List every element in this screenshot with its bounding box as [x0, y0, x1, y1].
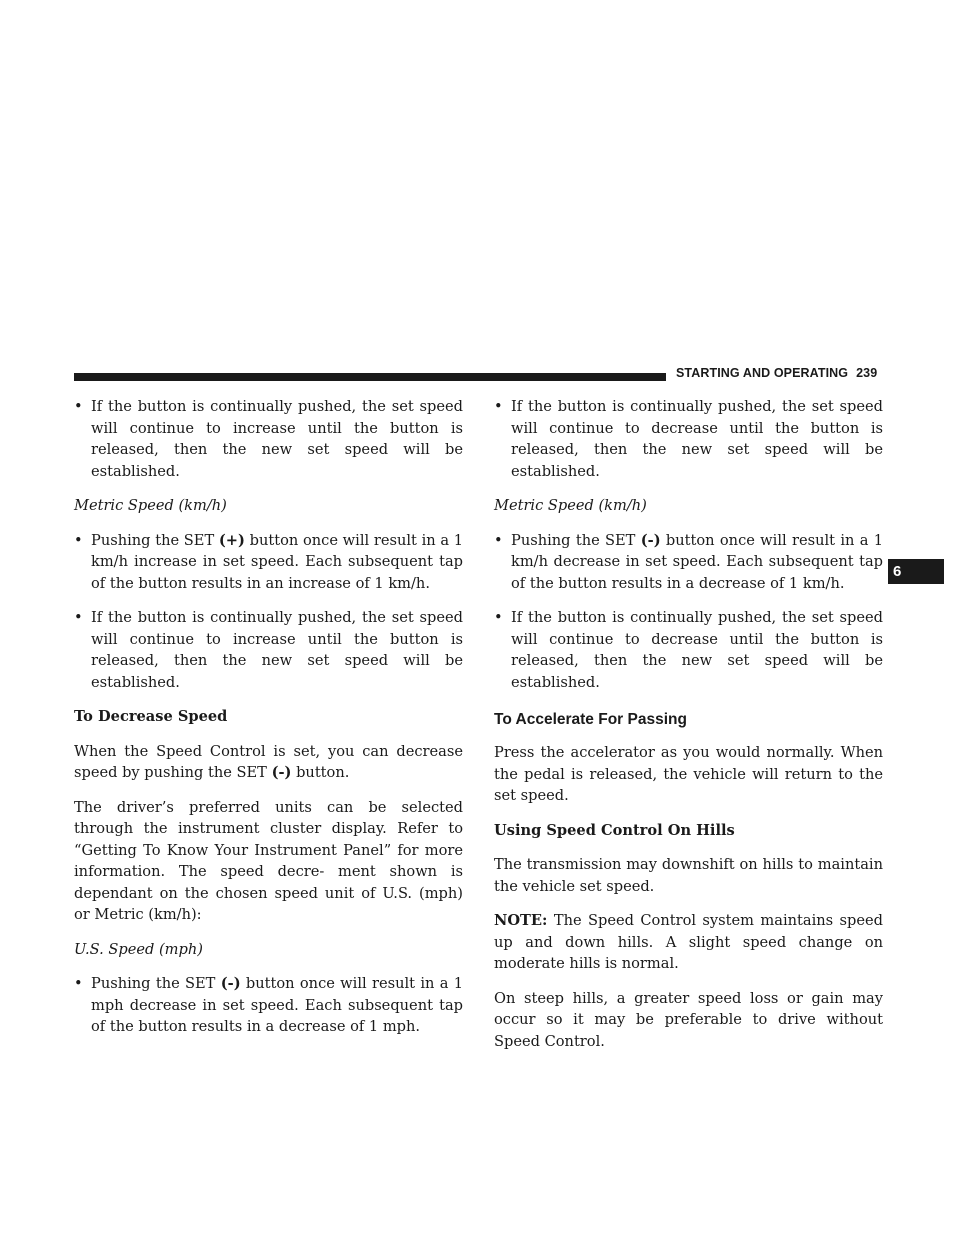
bullet-item: • If the button is continually pushed, the set speed will continue to decrease until the button is released, then the new set speed will be established. [494, 607, 883, 693]
subheading-metric: Metric Speed (km/h) [494, 497, 647, 514]
paragraph-text: When the Speed Control is set, you can decrease speed by pushing the SET [74, 742, 463, 781]
right-column [494, 396, 883, 1065]
bullet-text: button once will result in a 1 km/h decrease in set speed. Each subsequent tap of the button results in a decrease of 1 km/h. [511, 531, 884, 592]
set-minus-symbol: (-) [271, 764, 292, 781]
section-title: STARTING AND OPERATING [676, 366, 849, 380]
paragraph: The driver’s preferred units can be selected through the instrument cluster display. Refer to “Getting To Know Your Instrument Panel” for more information. The speed decre- ment shown is dependant on the chosen speed unit of U.S. (mph) or Metric (km/h): [74, 798, 463, 923]
bullet-item [74, 530, 463, 595]
bullet-text: button once will result in a 1 km/h increase in set speed. Each subsequent tap of the button results in an increase of 1 km/h. [91, 531, 464, 592]
subheading-metric: Metric Speed (km/h) [74, 497, 227, 514]
note-text: The Speed Control system maintains speed up and down hills. A slight speed change on moderate hills is normal. [494, 912, 883, 972]
set-minus-symbol: (-) [640, 531, 661, 549]
paragraph-text: button. [291, 764, 350, 781]
heading-accelerate-passing: To Accelerate For Passing [494, 711, 687, 728]
bullet-text: Pushing the SET [511, 531, 641, 549]
bullet-item: • If the button is continually pushed, the set speed will continue to increase until the button is released, then the new set speed will be established. [74, 396, 463, 482]
bullet-text: Pushing the SET [91, 531, 219, 549]
bullet-item [494, 530, 883, 595]
subheading-us-speed: U.S. Speed (mph) [74, 940, 203, 958]
bullet-item: • If the button is continually pushed, the set speed will continue to decrease until the button is released, then the new set speed will be established. [494, 396, 883, 482]
header-rule [74, 373, 666, 381]
paragraph: The transmission may downshift on hills to maintain the vehicle set speed. [494, 856, 883, 895]
set-plus-symbol: (+) [218, 531, 245, 549]
left-column [74, 396, 463, 1051]
heading-decrease-speed: To Decrease Speed [74, 708, 228, 725]
page-number: 239 [856, 366, 878, 380]
bullet-item [74, 973, 463, 1038]
note-paragraph [494, 910, 883, 975]
bullet-item: • If the button is continually pushed, the set speed will continue to increase until the button is released, then the new set speed will be established. [74, 607, 463, 693]
paragraph: On steep hills, a greater speed loss or gain may occur so it may be preferable to drive without Speed Control. [494, 989, 883, 1050]
note-label: NOTE: [494, 912, 548, 929]
paragraph: Press the accelerator as you would normally. When the pedal is released, the vehicle will return to the set speed. [494, 744, 883, 804]
set-minus-symbol: (-) [220, 975, 241, 992]
paragraph [74, 741, 463, 784]
running-header [676, 366, 886, 380]
bullet-text: button once will result in a 1 mph decrease in set speed. Each subsequent tap of the button results in a decrease of 1 mph. [91, 975, 464, 1035]
heading-hills: Using Speed Control On Hills [494, 821, 735, 839]
bullet-text: Pushing the SET [91, 975, 221, 992]
chapter-tab: 6 [888, 559, 944, 584]
